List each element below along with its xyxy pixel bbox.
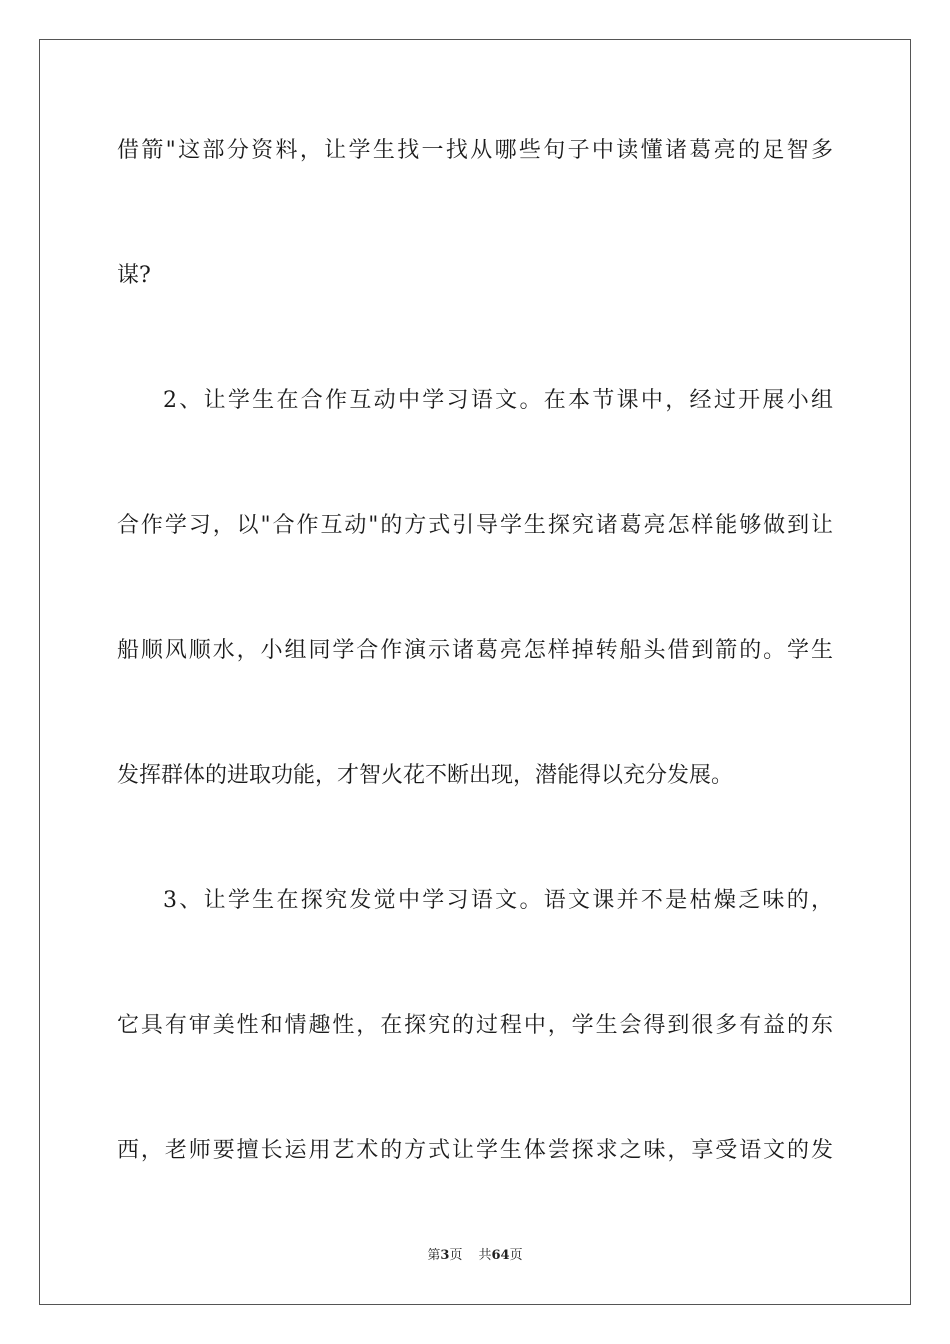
body-line-5: 船顺风顺水，小组同学合作演示诸葛亮怎样掉转船头借到箭的。学生 — [117, 638, 833, 663]
page-total: 64 — [491, 1248, 510, 1263]
body-line-3: 2、让学生在合作互动中学习语文。在本节课中，经过开展小组 — [163, 388, 833, 413]
body-line-8: 它具有审美性和情趣性，在探究的过程中，学生会得到很多有益的东 — [117, 1013, 833, 1038]
page-current: 3 — [440, 1248, 450, 1263]
total-prefix: 共 — [478, 1248, 492, 1263]
body-line-6: 发挥群体的进取功能，才智火花不断出现，潜能得以充分发展。 — [117, 763, 734, 788]
body-line-4: 合作学习，以"合作互动"的方式引导学生探究诸葛亮怎样能够做到让 — [117, 513, 833, 538]
body-line-7: 3、让学生在探究发觉中学习语文。语文课并不是枯燥乏味的， — [163, 888, 833, 913]
page-footer — [0, 1248, 950, 1264]
total-suffix: 页 — [509, 1248, 523, 1263]
page-prefix: 第 — [427, 1248, 441, 1263]
page-border — [39, 39, 911, 1305]
page-suffix: 页 — [449, 1248, 463, 1263]
body-line-1: 借箭"这部分资料，让学生找一找从哪些句子中读懂诸葛亮的足智多 — [117, 138, 833, 163]
body-line-2: 谋? — [117, 263, 151, 288]
body-line-9: 西，老师要擅长运用艺术的方式让学生体尝探求之味，享受语文的发 — [117, 1138, 833, 1163]
